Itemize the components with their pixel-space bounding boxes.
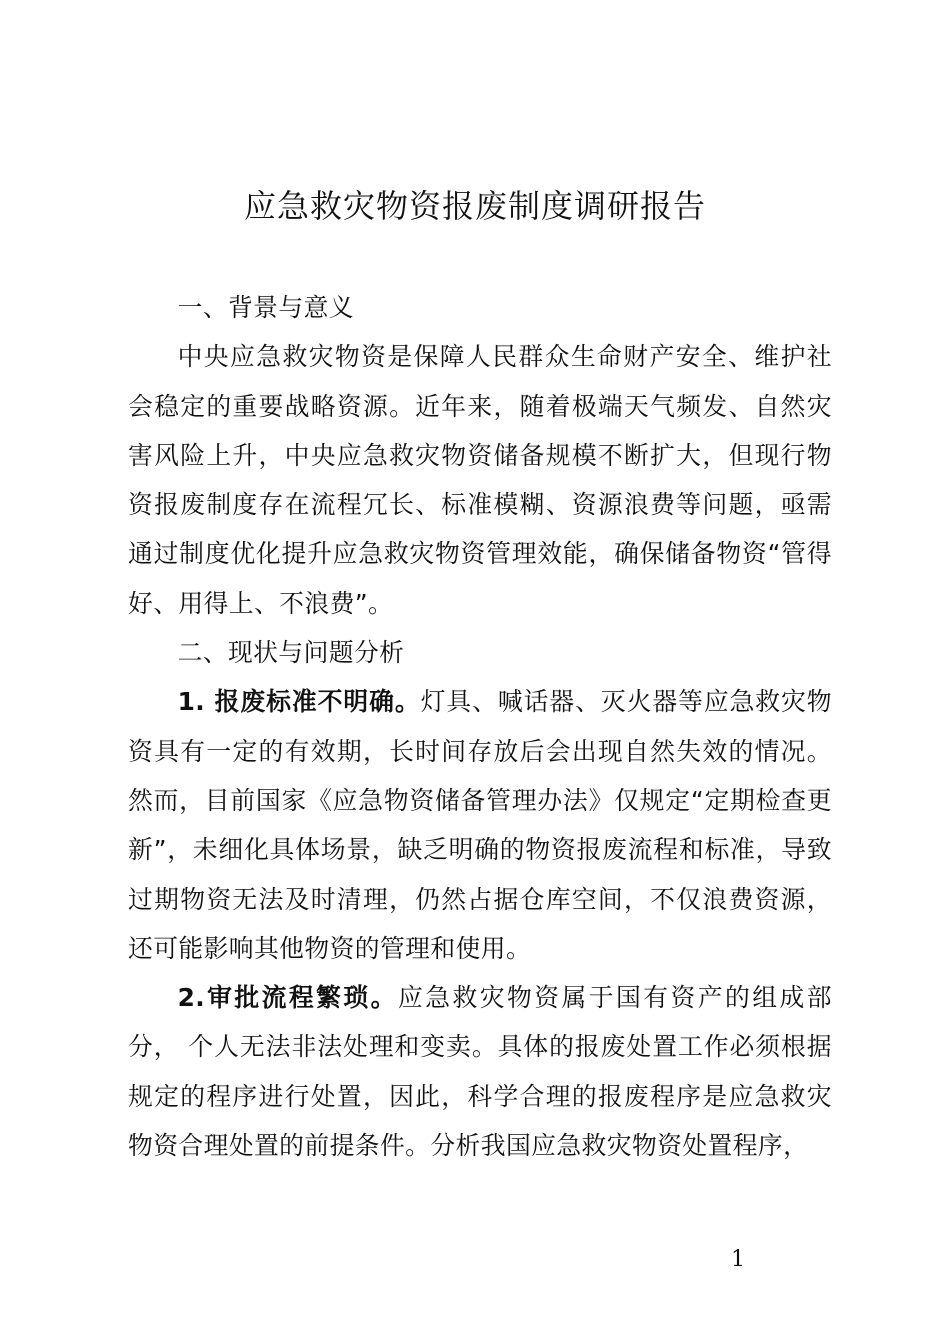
page-number: 1 <box>731 1247 745 1272</box>
paragraph-background: 中央应急救灾物资是保障人民群众生命财产安全、维护社会稳定的重要战略资源。近年来，随着极端天气频发、自然灾害风险上升，中央应急救灾物资储备规模不断扩大，但现行物资报废制度存在流程冗长、标准模糊、资源浪费等问题，亟需通过制度优化提升应急救灾物资管理效能，确保储备物资“管得好、用得上、不浪费”。 <box>128 342 832 618</box>
item-body-standards: 灯具、喊话器、灭火器等应急救灾物资具有一定的有效期，长时间存放后会出现自然失效的情况。然而，目前国家《应急物资储备管理办法》仅规定“定期检查更新”，未细化具体场景，缺乏明确的物资报废流程和标准，导致过期物资无法及时清理，仍然占据仓库空间，不仅浪费资源，还可能影响其他物资的管理和使用。 <box>128 687 832 963</box>
section-heading-background: 一、背景与意义 <box>177 293 354 322</box>
item-lead-standards: 1. 报废标准不明确。 <box>177 687 421 717</box>
section-heading-analysis: 二、现状与问题分析 <box>177 638 405 668</box>
document-title: 应急救灾物资报废制度调研报告 <box>243 187 706 225</box>
list-item-standards <box>128 677 832 973</box>
document-body <box>128 283 832 1170</box>
item-lead-approval: 2.审批流程繁琐。 <box>177 983 398 1013</box>
list-item-approval <box>128 973 832 1170</box>
item-body-approval: 应急救灾物资属于国有资产的组成部分， 个人无法非法处理和变卖。具体的报废处置工作必须根据规定的程序进行处置，因此，科学合理的报废程序是应急救灾物资合理处置的前提条件。分析我国应急救灾物资处置程序， <box>128 983 832 1161</box>
